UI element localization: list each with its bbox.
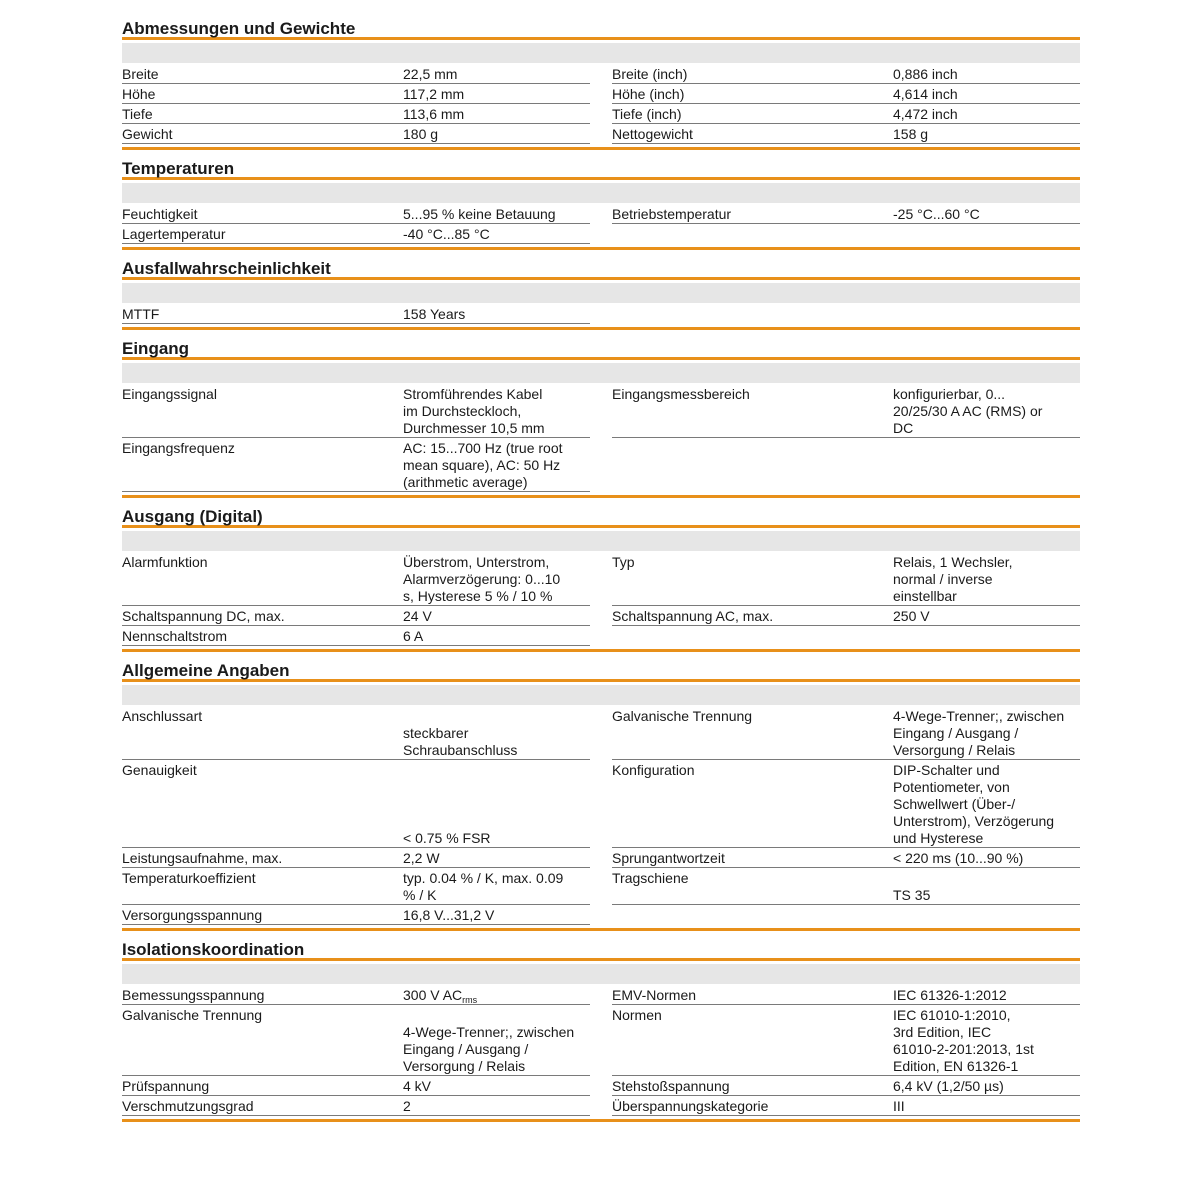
spec-value <box>403 66 590 83</box>
spec-value <box>893 386 1080 437</box>
spec-label: Lagertemperatur <box>122 226 226 242</box>
column-left <box>122 985 590 1116</box>
column-right <box>612 304 1080 324</box>
spec-label: Temperaturkoeffizient <box>122 870 256 886</box>
spec-row <box>612 985 1080 1005</box>
spec-label: Sprungantwortzeit <box>612 850 725 866</box>
spec-label: Breite (inch) <box>612 66 688 82</box>
spec-value <box>403 126 590 143</box>
spec-row <box>122 848 590 868</box>
spec-value <box>893 608 1080 625</box>
spec-value <box>403 1098 590 1115</box>
section-rows <box>122 706 1080 925</box>
spec-row <box>612 848 1080 868</box>
spec-value <box>893 762 1080 847</box>
spec-value-text: 4-Wege-Trenner;, zwischen Eingang / Ausgang / Versorgung / Relais <box>893 708 1065 758</box>
spec-label: Konfiguration <box>612 762 695 778</box>
spec-row <box>122 1005 590 1076</box>
spec-row <box>612 606 1080 626</box>
spec-label: Gewicht <box>122 126 173 142</box>
spec-value <box>893 987 1080 1004</box>
spec-row <box>612 760 1080 848</box>
spec-row <box>122 204 590 224</box>
section-title: Allgemeine Angaben <box>122 660 1080 682</box>
spec-value-subscript: rms <box>462 995 478 1005</box>
spec-label: Alarmfunktion <box>122 554 208 570</box>
spec-value-text: IEC 61326-1:2012 <box>893 987 1007 1003</box>
spec-row <box>122 1096 590 1116</box>
section-divider <box>122 147 1080 150</box>
spec-value-text: 2 <box>403 1098 411 1114</box>
section-divider <box>122 649 1080 652</box>
spec-value-text: konfigurierbar, 0... 20/25/30 A AC (RMS) or DC <box>893 386 1043 436</box>
spec-value-text: 6,4 kV (1,2/50 µs) <box>893 1078 1004 1094</box>
section <box>122 18 1080 150</box>
spec-label: Tiefe <box>122 106 153 122</box>
spec-value-text: < 220 ms (10...90 %) <box>893 850 1024 866</box>
column-right <box>612 64 1080 144</box>
spec-row <box>122 224 590 244</box>
spec-value <box>403 907 590 924</box>
spec-value-text: Stromführendes Kabel im Durchsteckloch, Durchmesser 10,5 mm <box>403 386 545 436</box>
spec-label: Genauigkeit <box>122 762 197 778</box>
spec-label: Nettogewicht <box>612 126 693 142</box>
spec-row <box>122 552 590 606</box>
column-left <box>122 304 590 324</box>
spec-label: Nennschaltstrom <box>122 628 228 644</box>
spec-row <box>612 626 1080 646</box>
spec-value-text: typ. 0.04 % / K, max. 0.09 % / K <box>403 870 564 903</box>
spec-label: Typ <box>612 554 635 570</box>
spec-row <box>122 124 590 144</box>
spec-label: Tragschiene <box>612 870 689 886</box>
spec-value-text: 300 V AC <box>403 987 463 1003</box>
spec-value-text: 250 V <box>893 608 930 624</box>
spec-value <box>403 106 590 123</box>
spec-row <box>612 204 1080 224</box>
spec-value-text: 4,614 inch <box>893 86 958 102</box>
spec-value-text: IEC 61010-1:2010, 3rd Edition, IEC 61010-2-201:2013, 1st Edition, EN 61326-1 <box>893 1007 1034 1074</box>
spec-row <box>612 104 1080 124</box>
spec-value-text: 158 g <box>893 126 929 142</box>
spec-value-text: -25 °C...60 °C <box>893 206 980 222</box>
section-rows <box>122 64 1080 144</box>
spec-label: Eingangsfrequenz <box>122 440 235 456</box>
column-right <box>612 384 1080 492</box>
spec-value <box>893 554 1080 605</box>
section <box>122 338 1080 498</box>
spec-value-text: III <box>893 1098 905 1114</box>
column-right <box>612 204 1080 244</box>
section <box>122 506 1080 652</box>
section <box>122 660 1080 931</box>
spec-value-text: 5...95 % keine Betauung <box>403 206 556 222</box>
section-band <box>122 183 1080 203</box>
section-title: Eingang <box>122 338 1080 360</box>
spec-value <box>893 708 1080 759</box>
section-rows <box>122 552 1080 646</box>
spec-value-text: 4-Wege-Trenner;, zwischen Eingang / Ausgang / Versorgung / Relais <box>403 1024 575 1074</box>
spec-row <box>122 438 590 492</box>
spec-row <box>612 868 1080 905</box>
spec-label: Normen <box>612 1007 662 1023</box>
spec-value-text: 6 A <box>403 628 424 644</box>
spec-row <box>122 706 590 760</box>
spec-value-text: 113,6 mm <box>403 106 465 122</box>
column-right <box>612 985 1080 1116</box>
spec-value-text: AC: 15...700 Hz (true root mean square), AC: 50 Hz (arithmetic average) <box>403 440 563 490</box>
spec-label: Leistungsaufnahme, max. <box>122 850 283 866</box>
spec-value-text: -40 °C...85 °C <box>403 226 490 242</box>
section <box>122 258 1080 330</box>
spec-value <box>403 628 590 645</box>
spec-label: Prüfspannung <box>122 1078 210 1094</box>
spec-label: Feuchtigkeit <box>122 206 198 222</box>
spec-row <box>122 84 590 104</box>
spec-value <box>893 870 1080 904</box>
spec-row <box>612 1005 1080 1076</box>
spec-row <box>122 104 590 124</box>
spec-row <box>122 1076 590 1096</box>
spec-label: Breite <box>122 66 159 82</box>
spec-row <box>122 304 590 324</box>
section-divider <box>122 495 1080 498</box>
spec-value-text: 180 g <box>403 126 439 142</box>
spec-label: Tiefe (inch) <box>612 106 682 122</box>
section-divider <box>122 928 1080 931</box>
spec-value-text: < 0.75 % FSR <box>403 830 491 846</box>
spec-label: EMV-Normen <box>612 987 697 1003</box>
section-divider <box>122 327 1080 330</box>
spec-row <box>612 1076 1080 1096</box>
spec-value <box>403 440 590 491</box>
spec-label: Betriebstemperatur <box>612 206 732 222</box>
column-left <box>122 552 590 646</box>
spec-value <box>893 206 1080 223</box>
spec-value <box>403 86 590 103</box>
section-title: Ausfallwahrscheinlichkeit <box>122 258 1080 280</box>
spec-row <box>612 64 1080 84</box>
column-left <box>122 384 590 492</box>
spec-value-text: TS 35 <box>893 887 931 903</box>
spec-label: Höhe <box>122 86 156 102</box>
spec-row <box>612 706 1080 760</box>
spec-row <box>122 606 590 626</box>
section-title: Temperaturen <box>122 158 1080 180</box>
spec-row <box>122 760 590 848</box>
spec-label: Bemessungsspannung <box>122 987 265 1003</box>
spec-value <box>403 1078 590 1095</box>
spec-value <box>403 1007 590 1075</box>
spec-label: Schaltspannung AC, max. <box>612 608 774 624</box>
spec-value <box>403 306 590 323</box>
spec-label: Höhe (inch) <box>612 86 685 102</box>
section-band <box>122 283 1080 303</box>
spec-value-text: 2,2 W <box>403 850 440 866</box>
spec-value <box>893 86 1080 103</box>
section-rows <box>122 384 1080 492</box>
section-band <box>122 531 1080 551</box>
spec-value-text: DIP-Schalter und Potentiometer, von Schwellwert (Über-/ Unterstrom), Verzögerung und Hysterese <box>893 762 1055 846</box>
spec-value-text: Überstrom, Unterstrom, Alarmverzögerung: 0...10 s, Hysterese 5 % / 10 % <box>403 554 561 604</box>
spec-value-text: 24 V <box>403 608 432 624</box>
spec-value-text: 117,2 mm <box>403 86 465 102</box>
spec-value <box>893 106 1080 123</box>
section-band <box>122 43 1080 63</box>
spec-value-text: 0,886 inch <box>893 66 958 82</box>
section <box>122 158 1080 250</box>
spec-row <box>122 905 590 925</box>
spec-value <box>893 1078 1080 1095</box>
section-divider <box>122 1119 1080 1122</box>
spec-row <box>122 384 590 438</box>
spec-row <box>122 64 590 84</box>
spec-row <box>612 84 1080 104</box>
spec-value-text: 4,472 inch <box>893 106 958 122</box>
spec-value <box>403 850 590 867</box>
section-rows <box>122 204 1080 244</box>
spec-value-text: 16,8 V...31,2 V <box>403 907 495 923</box>
section-band <box>122 363 1080 383</box>
spec-label: Überspannungskategorie <box>612 1098 769 1114</box>
spec-label: Versorgungsspannung <box>122 907 263 923</box>
spec-row <box>612 552 1080 606</box>
section-band <box>122 685 1080 705</box>
spec-row <box>612 438 1080 492</box>
spec-value-text: Relais, 1 Wechsler, normal / inverse einstellbar <box>893 554 1013 604</box>
spec-row <box>122 985 590 1005</box>
spec-label: Eingangsmessbereich <box>612 386 750 402</box>
spec-value <box>403 987 590 1004</box>
spec-value <box>893 66 1080 83</box>
section-title: Ausgang (Digital) <box>122 506 1080 528</box>
section-title: Isolationskoordination <box>122 939 1080 961</box>
spec-row <box>122 626 590 646</box>
spec-label: Galvanische Trennung <box>612 708 753 724</box>
spec-label: Schaltspannung DC, max. <box>122 608 285 624</box>
spec-value <box>403 206 590 223</box>
column-right <box>612 706 1080 925</box>
spec-row <box>612 905 1080 925</box>
column-right <box>612 552 1080 646</box>
spec-label: Verschmutzungsgrad <box>122 1098 254 1114</box>
section-divider <box>122 247 1080 250</box>
spec-label: Anschlussart <box>122 708 203 724</box>
spec-value <box>403 762 590 847</box>
spec-value <box>403 870 590 904</box>
spec-value <box>893 850 1080 867</box>
datasheet <box>122 18 1080 1130</box>
section <box>122 939 1080 1122</box>
spec-label: Eingangssignal <box>122 386 217 402</box>
spec-value <box>403 608 590 625</box>
spec-value <box>403 226 590 243</box>
section-rows <box>122 304 1080 324</box>
section-rows <box>122 985 1080 1116</box>
spec-value <box>893 1007 1080 1075</box>
column-left <box>122 204 590 244</box>
spec-value-text: 158 Years <box>403 306 466 322</box>
spec-value-text: 4 kV <box>403 1078 432 1094</box>
column-left <box>122 706 590 925</box>
spec-label: Stehstoßspannung <box>612 1078 730 1094</box>
spec-row <box>612 224 1080 244</box>
spec-row <box>122 868 590 905</box>
spec-label: MTTF <box>122 306 160 322</box>
spec-value-text: 22,5 mm <box>403 66 458 82</box>
spec-row <box>612 124 1080 144</box>
section-title: Abmessungen und Gewichte <box>122 18 1080 40</box>
column-left <box>122 64 590 144</box>
spec-value <box>893 126 1080 143</box>
spec-value <box>403 708 590 759</box>
spec-label: Galvanische Trennung <box>122 1007 263 1023</box>
spec-value-text: steckbarer Schraubanschluss <box>403 725 518 758</box>
spec-row <box>612 384 1080 438</box>
spec-row <box>612 304 1080 324</box>
spec-value <box>403 386 590 437</box>
spec-row <box>612 1096 1080 1116</box>
spec-value <box>403 554 590 605</box>
section-band <box>122 964 1080 984</box>
spec-value <box>893 1098 1080 1115</box>
